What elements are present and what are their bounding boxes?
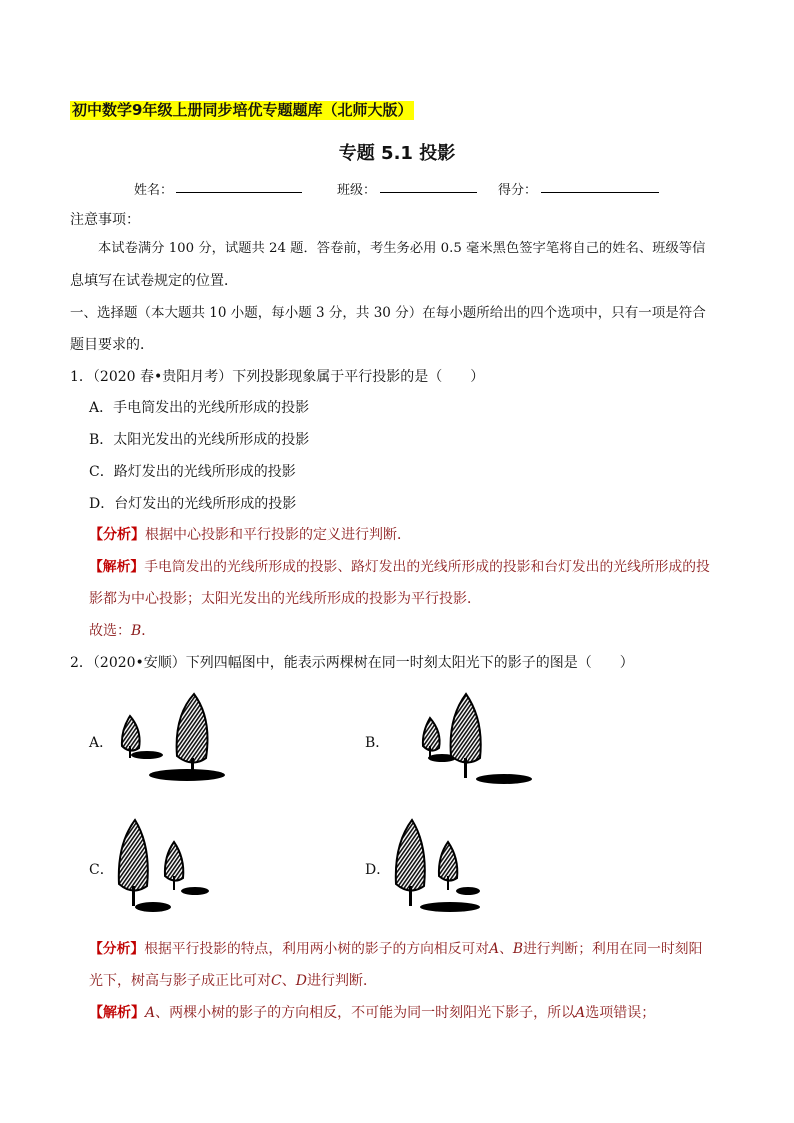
page-title: 专题 5.1 投影	[338, 143, 456, 164]
name-field[interactable]	[176, 192, 302, 193]
q2-stem: 2．（2020•安顺）下列四幅图中，能表示两棵树在同一时刻太阳光下的影子的图是（ ）	[70, 655, 634, 671]
q2-option-a-label: A．	[89, 735, 114, 751]
analysis-option-b: B	[512, 941, 524, 957]
q2-option-d-label: D．	[365, 862, 391, 878]
q2-analysis-line-2	[89, 972, 377, 990]
q1-solution-line-2: 影都为中心投影；太阳光发出的光线所形成的投影为平行投影．	[89, 591, 481, 607]
section1-line-1: 一、选择题（本大题共 10 小题，每小题 3 分，共 30 分）在每小题所给出的四个选项中，只有一项是符合	[70, 305, 706, 321]
name-label: 姓名：	[134, 183, 174, 198]
notes-line-1: 本试卷满分 100 分，试题共 24 题．答卷前，考生务必用 0.5 毫米黑色签字笔将自己的姓名、班级等信	[98, 241, 706, 256]
analysis-text: 光下，树高与影子成正比可对	[89, 973, 271, 989]
q1-stem: 1．（2020 春•贵阳月考）下列投影现象属于平行投影的是（ ）	[70, 369, 485, 385]
analysis-text: 、	[499, 941, 513, 957]
score-field[interactable]	[541, 192, 659, 193]
answer-prefix: 故选：	[89, 623, 131, 639]
q1-option-d: D．台灯发出的光线所形成的投影	[89, 496, 297, 512]
analysis-text: 进行判断；利用在同一时刻阳	[523, 941, 703, 957]
tree-shadow-figure-a	[112, 688, 237, 786]
solution-tag: 【解析】	[89, 559, 145, 575]
q2-option-c-label: C．	[89, 862, 114, 878]
analysis-tag: 【分析】	[89, 527, 145, 543]
q1-option-c: C．路灯发出的光线所形成的投影	[89, 464, 296, 480]
solution-text: 、两棵小树的影子的方向相反，不可能为同一时刻阳光下影子，所以	[155, 1005, 576, 1021]
analysis-text: 、	[281, 973, 296, 989]
score-label: 得分：	[498, 183, 538, 198]
analysis-option-a: A	[489, 941, 500, 957]
class-field[interactable]	[380, 192, 477, 193]
analysis-text: 根据中心投影和平行投影的定义进行判断．	[145, 527, 411, 543]
analysis-tag: 【分析】	[89, 941, 145, 957]
solution-option-a: A	[575, 1005, 586, 1021]
analysis-text: 根据平行投影的特点，利用两小树的影子的方向相反可对	[144, 941, 490, 957]
answer-value: B	[131, 623, 142, 639]
tree-shadow-figure-b	[414, 690, 532, 788]
tree-shadow-figure-c	[113, 818, 213, 916]
q2-solution-line-1	[89, 1004, 655, 1022]
solution-option-a: A	[145, 1005, 156, 1021]
analysis-option-d: D	[295, 973, 307, 989]
analysis-option-c: C	[271, 973, 282, 989]
notes-heading: 注意事项：	[70, 212, 140, 228]
series-title: 初中数学9年级上册同步培优专题题库（北师大版）	[72, 101, 413, 119]
q2-option-b-label: B．	[365, 735, 390, 751]
solution-tag: 【解析】	[89, 1005, 145, 1021]
q1-analysis	[89, 526, 411, 544]
solution-text: 手电筒发出的光线所形成的投影、路灯发出的光线所形成的投影和台灯发出的光线所形成的投	[144, 559, 710, 575]
answer-suffix: ．	[141, 623, 156, 639]
section1-line-2: 题目要求的．	[70, 337, 154, 353]
tree-shadow-figure-d	[390, 818, 490, 916]
q1-solution-line-1	[89, 558, 710, 576]
q1-answer	[89, 622, 155, 640]
q1-option-b: B．太阳光发出的光线所形成的投影	[89, 432, 310, 448]
analysis-text: 进行判断．	[306, 973, 377, 989]
class-label: 班级：	[337, 183, 377, 198]
notes-line-2: 息填写在试卷规定的位置．	[70, 273, 238, 289]
q1-option-a: A．手电筒发出的光线所形成的投影	[89, 400, 310, 416]
q2-analysis-line-1	[89, 940, 702, 958]
solution-text: 选项错误；	[585, 1005, 656, 1021]
